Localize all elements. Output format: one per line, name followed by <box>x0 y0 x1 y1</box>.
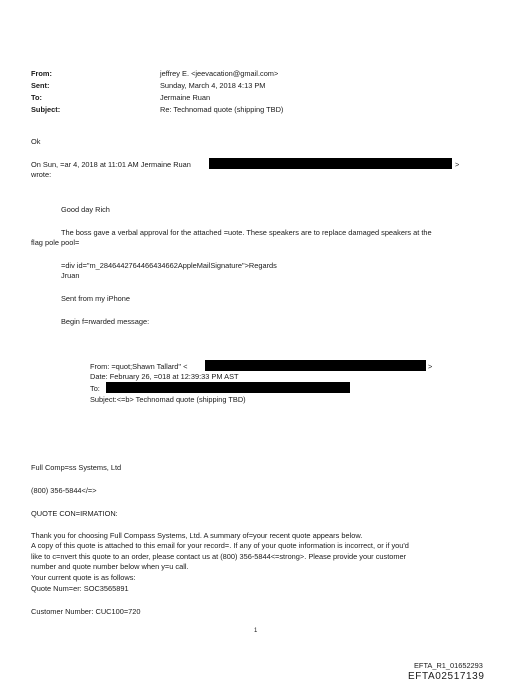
to-label: To: <box>31 93 42 102</box>
page-number: 1 <box>254 628 258 634</box>
forwarded-to: To: <box>90 384 100 393</box>
customer-number: Customer Number: CUC100=720 <box>31 607 141 616</box>
forwarded-date: Date: February 26, =018 at 12:39:33 PM AST <box>90 372 239 381</box>
quoted-sig-line1: =div id="m_2846442764466434662AppleMailSignature">Regards <box>61 261 277 270</box>
quote-confirmation-heading: QUOTE CON=IRMATION: <box>31 509 118 518</box>
redaction-bar <box>209 158 452 169</box>
footer-reference-small: EFTA_R1_01652293 <box>414 661 483 670</box>
body-paragraph-line: number and quote number below when y=u call. <box>31 562 189 571</box>
redaction-bar <box>205 360 426 371</box>
from-label: From: <box>31 69 52 78</box>
quoted-sig-line2: Jruan <box>61 271 80 280</box>
subject-value: Re: Technomad quote (shipping TBD) <box>160 105 284 114</box>
quoted-body-line2: flag pole pool= <box>31 238 80 247</box>
footer-reference-large: EFTA02517139 <box>408 671 485 682</box>
sent-value: Sunday, March 4, 2018 4:13 PM <box>160 81 266 90</box>
company-name: Full Comp=ss Systems, Ltd <box>31 463 122 472</box>
body-paragraph-line: A copy of this quote is attached to this email for your record=. If any of your quote information is incorrect, or if you'd <box>31 541 409 550</box>
redaction-bar <box>106 382 350 393</box>
quoted-begin-forwarded: Begin f=rwarded message: <box>61 317 150 326</box>
reply-on-line-end: > <box>455 160 460 169</box>
to-value: Jermaine Ruan <box>160 93 211 102</box>
subject-label: Subject: <box>31 105 61 114</box>
quoted-greeting: Good day Rich <box>61 205 110 214</box>
reply-wrote: wrote: <box>31 170 52 179</box>
from-value: jeffrey E. <jeevacation@gmail.com> <box>160 69 279 78</box>
quoted-sent-from: Sent from my iPhone <box>61 294 131 303</box>
body-paragraph-line: Thank you for choosing Full Compass Systems, Ltd. A summary of=your recent quote appears below. <box>31 531 363 540</box>
reply-on-line: On Sun, =ar 4, 2018 at 11:01 AM Jermaine Ruan <box>31 160 191 169</box>
reply-ok: Ok <box>31 137 41 146</box>
quoted-body-line1: The boss gave a verbal approval for the attached =uote. These speakers are to replace damaged speakers at the <box>61 228 432 237</box>
forwarded-from-end: > <box>428 362 433 371</box>
quote-number: Quote Num=er: SOC3565891 <box>31 584 129 593</box>
company-phone: (800) 356-5844</=> <box>31 486 97 495</box>
sent-label: Sent: <box>31 81 50 90</box>
forwarded-subject: Subject:<=b> Technomad quote (shipping TBD) <box>90 395 246 404</box>
body-paragraph-line: Your current quote is as follows: <box>31 573 136 582</box>
forwarded-from: From: =quot;Shawn Tallard" < <box>90 362 188 371</box>
body-paragraph-line: like to c=nvert this quote to an order, please contact us at (800) 356-5844<=strong>. Please provide your customer <box>31 552 407 561</box>
